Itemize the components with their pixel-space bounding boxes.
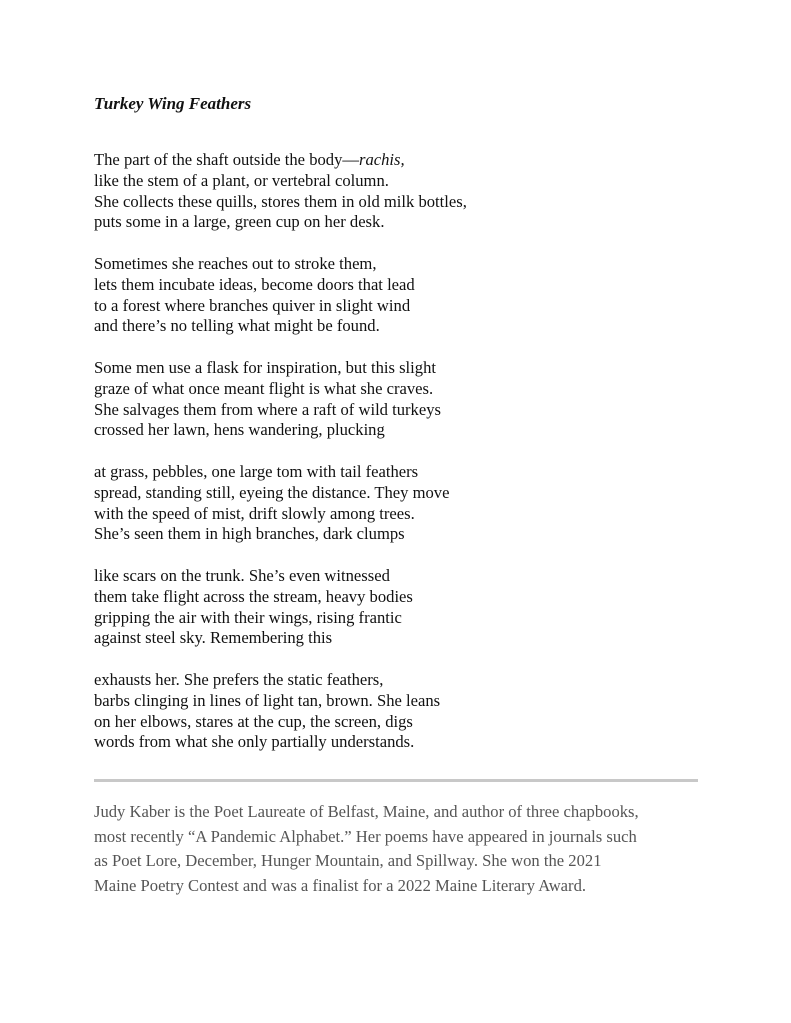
bio-line: Maine Poetry Contest and was a finalist for a 2022 Maine Literary Award. xyxy=(94,875,587,895)
stanza-5 xyxy=(94,566,467,649)
poem-line: Some men use a flask for inspiration, but this slight xyxy=(94,357,436,377)
poem-line: them take flight across the stream, heavy bodies xyxy=(94,586,413,606)
poem-line: and there’s no telling what might be found. xyxy=(94,316,380,336)
poem-line: on her elbows, stares at the cup, the screen, digs xyxy=(94,711,413,731)
poem-line: Sometimes she reaches out to stroke them, xyxy=(94,253,377,273)
poem-body xyxy=(94,150,467,774)
divider xyxy=(94,779,698,782)
poem-line: lets them incubate ideas, become doors that lead xyxy=(94,274,415,294)
poem-line xyxy=(94,150,467,171)
bio-line: most recently “A Pandemic Alphabet.” Her poems have appeared in journals such xyxy=(94,826,637,846)
poem-line: She’s seen them in high branches, dark clumps xyxy=(94,524,405,544)
stanza-6 xyxy=(94,670,467,753)
stanza-4 xyxy=(94,462,467,545)
bio-line: as Poet Lore, December, Hunger Mountain, and Spillway. She won the 2021 xyxy=(94,851,602,871)
poem-line-italic: rachis, xyxy=(358,150,405,169)
poem-line: like the stem of a plant, or vertebral column. xyxy=(94,170,389,190)
author-bio xyxy=(94,800,698,898)
poem-line: graze of what once meant flight is what she craves. xyxy=(94,378,434,398)
poem-title: Turkey Wing Feathers xyxy=(94,94,252,113)
poem-line: She salvages them from where a raft of wild turkeys xyxy=(94,399,441,419)
poem-line: crossed her lawn, hens wandering, plucking xyxy=(94,420,385,440)
poem-line: to a forest where branches quiver in slight wind xyxy=(94,295,411,315)
poem-line-text: The part of the shaft outside the body— xyxy=(94,150,359,169)
poem-line: at grass, pebbles, one large tom with tail feathers xyxy=(94,461,419,481)
poem-line: exhausts her. She prefers the static feathers, xyxy=(94,669,384,689)
stanza-2 xyxy=(94,254,467,337)
stanza-1 xyxy=(94,150,467,233)
poem-line: spread, standing still, eyeing the distance. They move xyxy=(94,482,450,502)
bio-line: Judy Kaber is the Poet Laureate of Belfast, Maine, and author of three chapbooks, xyxy=(94,802,639,821)
poem-line: against steel sky. Remembering this xyxy=(94,628,333,648)
poem-line: with the speed of mist, drift slowly among trees. xyxy=(94,503,415,523)
poem-line: barbs clinging in lines of light tan, brown. She leans xyxy=(94,690,441,710)
poem-line: She collects these quills, stores them in old milk bottles, xyxy=(94,191,467,211)
poem-line: words from what she only partially understands. xyxy=(94,732,415,752)
stanza-3 xyxy=(94,358,467,441)
poem-line: like scars on the trunk. She’s even witnessed xyxy=(94,565,390,585)
poem-line: gripping the air with their wings, rising frantic xyxy=(94,607,402,627)
poem-line: puts some in a large, green cup on her desk. xyxy=(94,212,385,232)
